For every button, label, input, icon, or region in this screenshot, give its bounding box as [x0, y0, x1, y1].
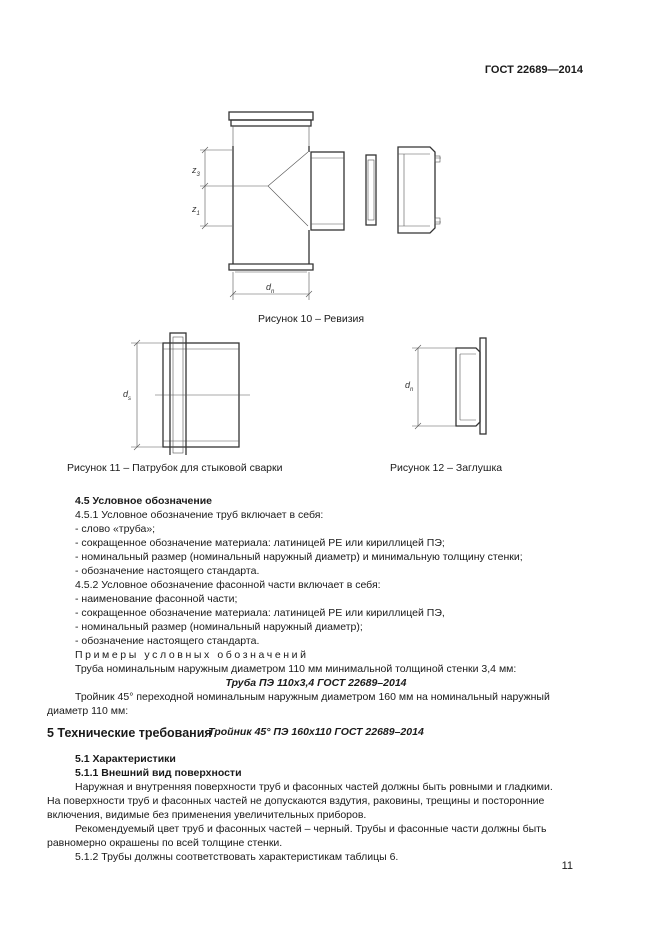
dn-label: $d_n$	[266, 282, 275, 295]
z3-label: $z_3$	[192, 165, 200, 178]
paragraph-line: На поверхности труб и фасонных частей не допускаются вздутия, раковины, трещины и посторонние	[47, 795, 545, 807]
figure-10-caption: Рисунок 10 – Ревизия	[258, 313, 365, 325]
example-2-text-line1: Тройник 45° переходной номинальным наружным диаметром 160 мм на номинальный наружный	[75, 691, 550, 703]
section-4-5-heading: 4.5 Условное обозначение	[75, 495, 213, 507]
section-5-heading: 5 Технические требования	[47, 726, 212, 740]
section-4-5	[47, 494, 585, 739]
z1-label: $z_1$	[192, 204, 200, 217]
list-item: - обозначение настоящего стандарта.	[75, 565, 260, 577]
list-item: - сокращенное обозначение материала: латиницей PE или кириллицей ПЭ,	[75, 607, 445, 619]
paragraph-4-5-1: 4.5.1 Условное обозначение труб включает в себя:	[75, 509, 324, 521]
cap-dn-label: $d_n$	[405, 380, 414, 393]
paragraph-4-5-2: 4.5.2 Условное обозначение фасонной части включает в себя:	[75, 579, 381, 591]
example-1-code: Труба ПЭ 110х3,4 ГОСТ 22689–2014	[225, 677, 407, 689]
example-2-code: Тройник 45° ПЭ 160х110 ГОСТ 22689–2014	[208, 726, 424, 738]
z3-label-subscript: 3	[196, 172, 200, 178]
figure-11-spigot-drawing	[115, 325, 255, 455]
ds-label-subscript: s	[128, 396, 132, 402]
z1-label-subscript: 1	[196, 211, 200, 217]
paragraph-line: равномерно окрашены по всей толщине стенки.	[47, 837, 283, 849]
list-item: - номинальный размер (номинальный наружный диаметр) и минимальную толщину стенки;	[75, 551, 523, 563]
list-item: - слово «труба»;	[75, 523, 156, 535]
example-1-text: Труба номинальным наружным диаметром 110 мм минимальной толщиной стенки 3,4 мм:	[75, 663, 517, 675]
figure-12-cap-drawing	[400, 330, 510, 440]
examples-title: Примеры условных обозначений	[75, 649, 309, 661]
cap-dn-label-subscript: n	[410, 387, 414, 393]
figure-12-caption: Рисунок 12 – Заглушка	[390, 462, 503, 474]
page-number: 11	[561, 860, 573, 872]
list-item: - номинальный размер (номинальный наружный диаметр);	[75, 621, 363, 633]
list-item: - наименование фасонной части;	[75, 593, 238, 605]
ds-label: $d_s$	[123, 389, 132, 402]
paragraph-line: Наружная и внутренняя поверхности труб и фасонных частей должны быть ровными и гладкими.	[75, 781, 553, 793]
paragraph-line: включения, видимые без применения увеличительных приборов.	[47, 809, 367, 821]
figure-10-revision-drawing	[180, 100, 450, 305]
dn-label-subscript: n	[271, 289, 275, 295]
figure-11-caption: Рисунок 11 – Патрубок для стыковой сварки	[67, 462, 283, 474]
list-item: - сокращенное обозначение материала: латиницей PE или кириллицей ПЭ;	[75, 537, 445, 549]
section-5-1-1-heading: 5.1.1 Внешний вид поверхности	[75, 767, 242, 779]
document-header: ГОСТ 22689—2014	[484, 64, 583, 76]
paragraph-5-1-2: 5.1.2 Трубы должны соответствовать характеристикам таблицы 6.	[75, 851, 399, 863]
example-2-text-line2: диаметр 110 мм:	[47, 705, 129, 717]
section-5	[47, 726, 585, 864]
list-item: - обозначение настоящего стандарта.	[75, 635, 260, 647]
paragraph-line: Рекомендуемый цвет труб и фасонных частей – черный. Трубы и фасонные части должны быть	[75, 823, 547, 835]
section-5-1-heading: 5.1 Характеристики	[75, 753, 176, 765]
